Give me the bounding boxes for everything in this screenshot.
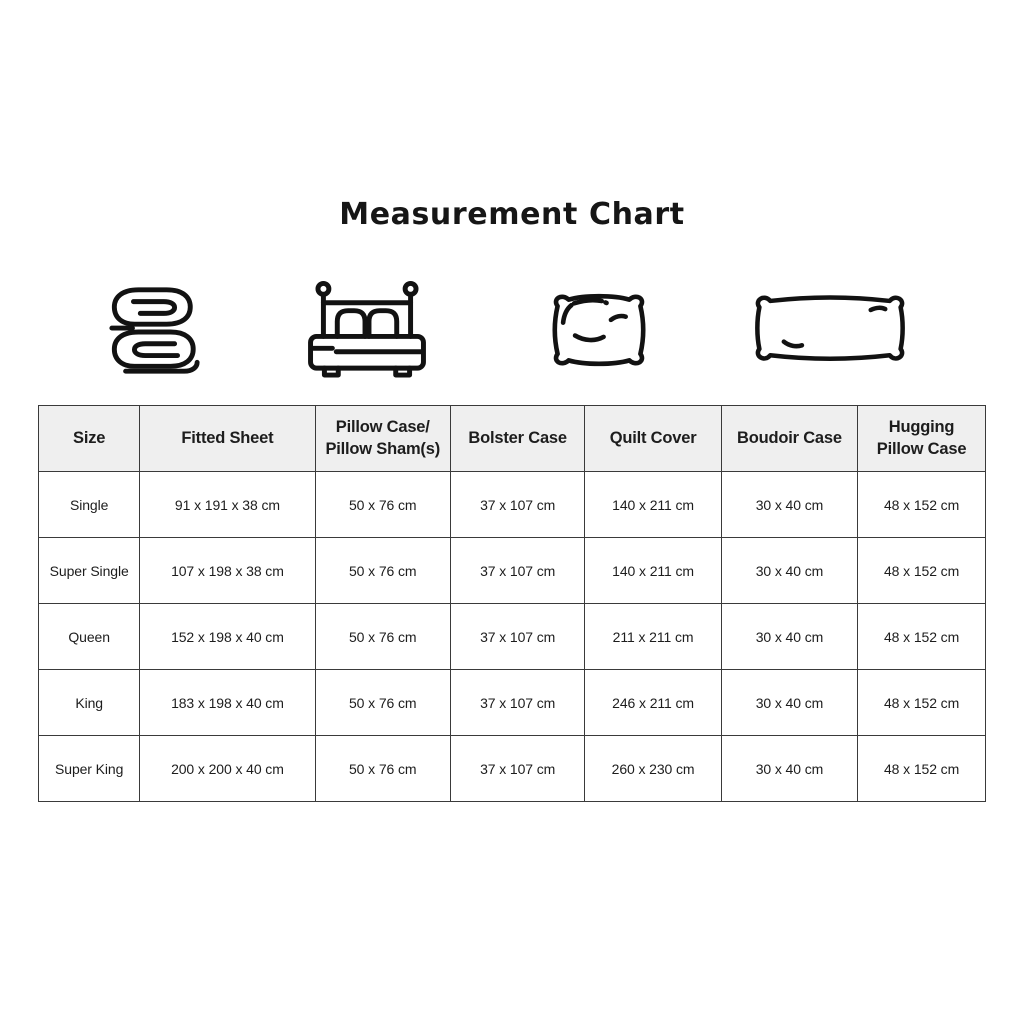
table-cell: 50 x 76 cm: [315, 472, 450, 538]
table-cell: 30 x 40 cm: [721, 472, 857, 538]
folded-sheets-icon: [106, 283, 204, 381]
column-header-boudoir-case: Boudoir Case: [721, 406, 857, 472]
table-cell: 48 x 152 cm: [858, 736, 986, 802]
table-cell: 30 x 40 cm: [721, 604, 857, 670]
table-cell: 37 x 107 cm: [450, 604, 584, 670]
table-cell: 37 x 107 cm: [450, 472, 584, 538]
measurement-table: [38, 405, 986, 802]
table-cell: 246 x 211 cm: [585, 670, 721, 736]
table-row-super-king: [39, 736, 986, 802]
column-header-size: Size: [39, 406, 140, 472]
table-cell: 37 x 107 cm: [450, 538, 584, 604]
table-cell: 48 x 152 cm: [858, 604, 986, 670]
size-cell: Queen: [39, 604, 140, 670]
table-cell: 48 x 152 cm: [858, 472, 986, 538]
table-cell: 50 x 76 cm: [315, 736, 450, 802]
table-cell: 91 x 191 x 38 cm: [140, 472, 315, 538]
column-header-hugging-pillow-case: Hugging Pillow Case: [858, 406, 986, 472]
column-header-quilt-cover: Quilt Cover: [585, 406, 721, 472]
column-header-bolster-case: Bolster Case: [450, 406, 584, 472]
table-cell: 140 x 211 cm: [585, 472, 721, 538]
table-cell: 30 x 40 cm: [721, 538, 857, 604]
bolster-icon: [744, 287, 916, 371]
table-row-single: [39, 472, 986, 538]
table-cell: 48 x 152 cm: [858, 538, 986, 604]
table-cell: 37 x 107 cm: [450, 736, 584, 802]
table-cell: 211 x 211 cm: [585, 604, 721, 670]
table-cell: 107 x 198 x 38 cm: [140, 538, 315, 604]
table-cell: 200 x 200 x 40 cm: [140, 736, 315, 802]
table-cell: 50 x 76 cm: [315, 670, 450, 736]
table-cell: 140 x 211 cm: [585, 538, 721, 604]
size-cell: King: [39, 670, 140, 736]
column-header-pillow-case: Pillow Case/ Pillow Sham(s): [315, 406, 450, 472]
table-row-super-single: [39, 538, 986, 604]
size-cell: Single: [39, 472, 140, 538]
page-title: Measurement Chart: [339, 197, 685, 232]
size-cell: Super Single: [39, 538, 140, 604]
pillow-icon: [543, 284, 655, 376]
table-cell: 50 x 76 cm: [315, 604, 450, 670]
table-cell: 48 x 152 cm: [858, 670, 986, 736]
table-cell: 260 x 230 cm: [585, 736, 721, 802]
table-row-king: [39, 670, 986, 736]
table-row-queen: [39, 604, 986, 670]
table-cell: 30 x 40 cm: [721, 670, 857, 736]
size-cell: Super King: [39, 736, 140, 802]
bed-icon: [297, 276, 437, 380]
table-cell: 37 x 107 cm: [450, 670, 584, 736]
table-cell: 183 x 198 x 40 cm: [140, 670, 315, 736]
table-cell: 30 x 40 cm: [721, 736, 857, 802]
header-row: [39, 406, 986, 472]
table-cell: 152 x 198 x 40 cm: [140, 604, 315, 670]
table-cell: 50 x 76 cm: [315, 538, 450, 604]
column-header-fitted-sheet: Fitted Sheet: [140, 406, 315, 472]
